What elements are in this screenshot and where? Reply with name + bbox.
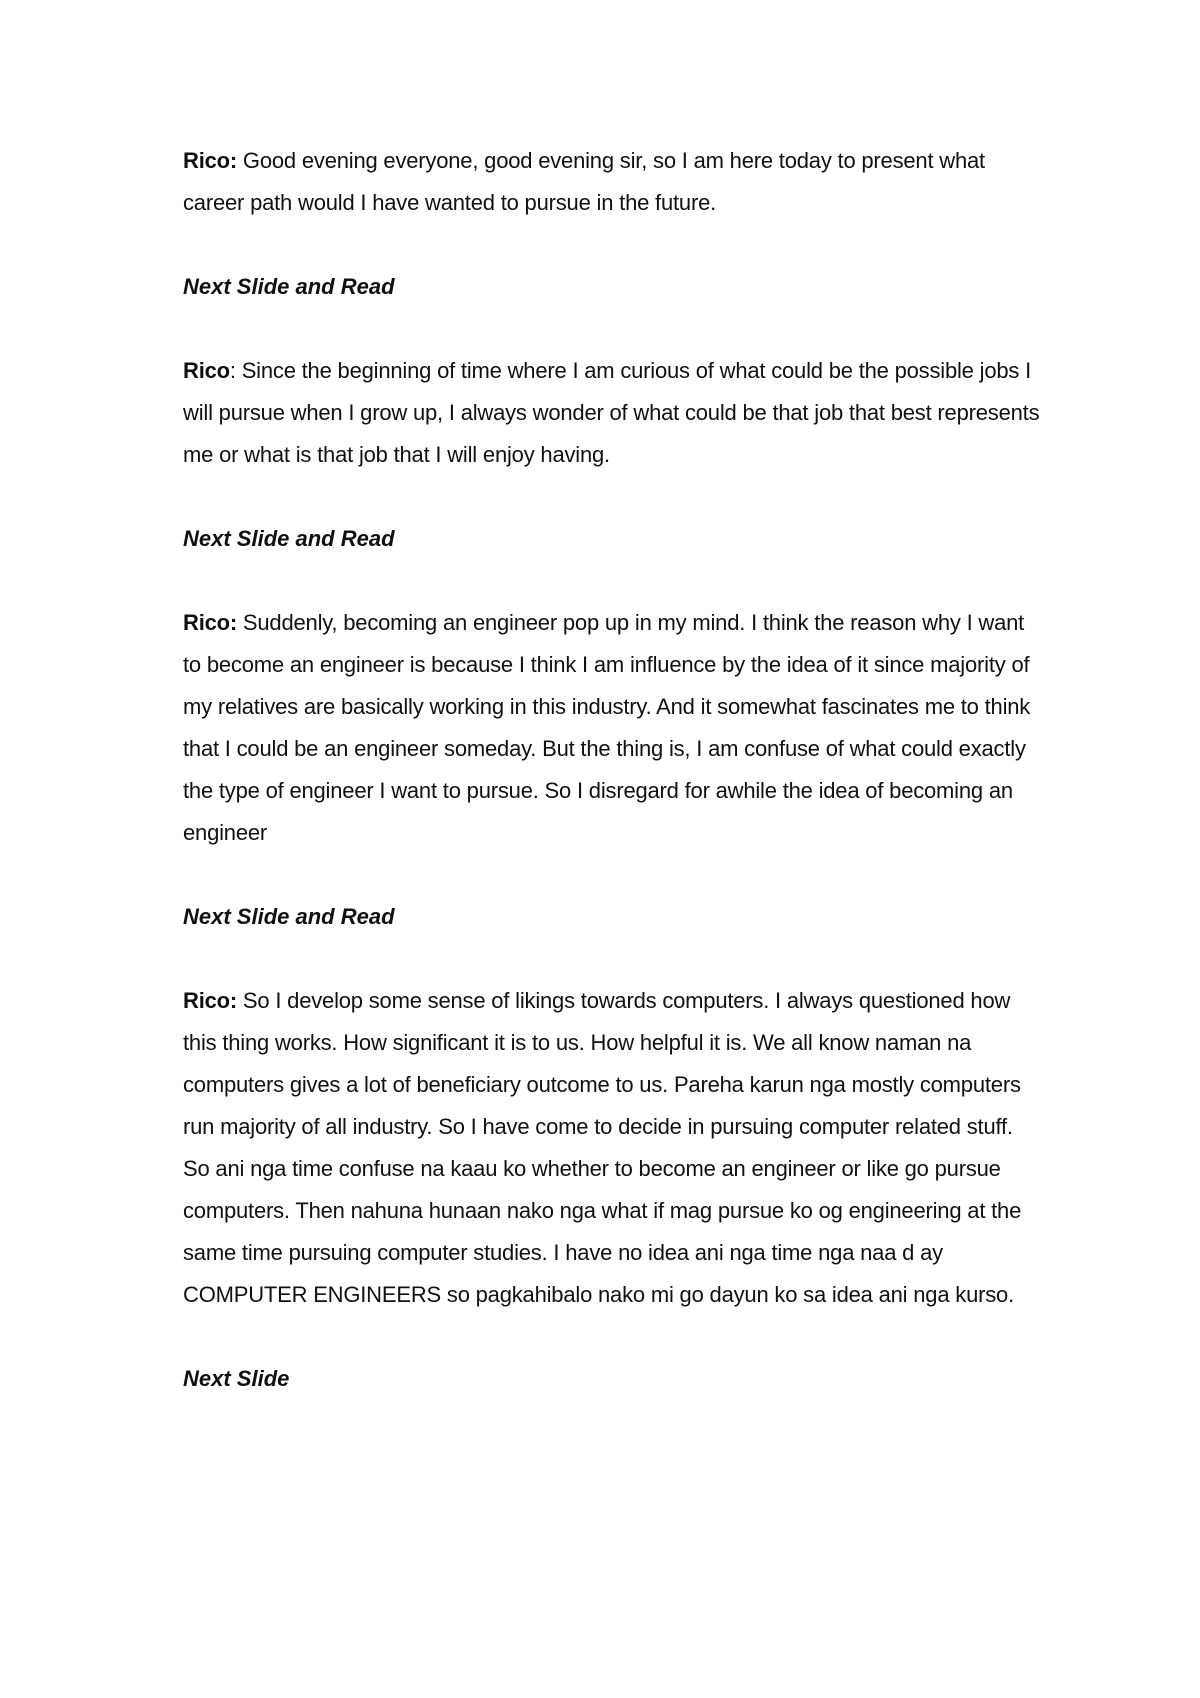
speaker-name: Rico: (183, 148, 238, 173)
slide-cue: Next Slide and Read (183, 904, 395, 929)
speaker-name: Rico: (183, 610, 238, 635)
speaker-name: Rico (183, 358, 230, 383)
paragraph-engineer (183, 602, 1043, 854)
slide-cue: Next Slide (183, 1366, 290, 1391)
slide-cue: Next Slide and Read (183, 526, 395, 551)
paragraph-text: : Since the beginning of time where I am curious of what could be the possible jobs I will pursue when I grow up, I always wonder of what could be that job that best represents me or what is that job that I will enjoy having. (183, 358, 1040, 467)
paragraph-computers (183, 980, 1043, 1316)
speaker-name: Rico: (183, 988, 238, 1013)
slide-cue: Next Slide and Read (183, 274, 395, 299)
paragraph-text: Good evening everyone, good evening sir, so I am here today to present what career path would I have wanted to pursue in the future. (183, 148, 985, 215)
paragraph-text: So I develop some sense of likings towards computers. I always questioned how this thing works. How significant it is to us. How helpful it is. We all know naman na computers gives a lot of beneficiary outcome to us. Pareha karun nga mostly computers run majority of all industry. So I have come to decide in pursuing computer related stuff. So ani nga time confuse na kaau ko whether to become an engineer or like go pursue computers. Then nahuna hunaan nako nga what if mag pursue ko og engineering at the same time pursuing computer studies. I have no idea ani nga time nga naa d ay COMPUTER ENGINEERS so pagkahibalo nako mi go dayun ko sa idea ani nga kurso. (183, 988, 1022, 1307)
paragraph-beginning (183, 350, 1043, 476)
document-body (183, 140, 1043, 1400)
paragraph-intro (183, 140, 1043, 224)
paragraph-text: Suddenly, becoming an engineer pop up in my mind. I think the reason why I want to become an engineer is because I think I am influence by the idea of it since majority of my relatives are basically working in this industry. And it somewhat fascinates me to think that I could be an engineer someday. But the thing is, I am confuse of what could exactly the type of engineer I want to pursue. So I disregard for awhile the idea of becoming an engineer (183, 610, 1031, 845)
